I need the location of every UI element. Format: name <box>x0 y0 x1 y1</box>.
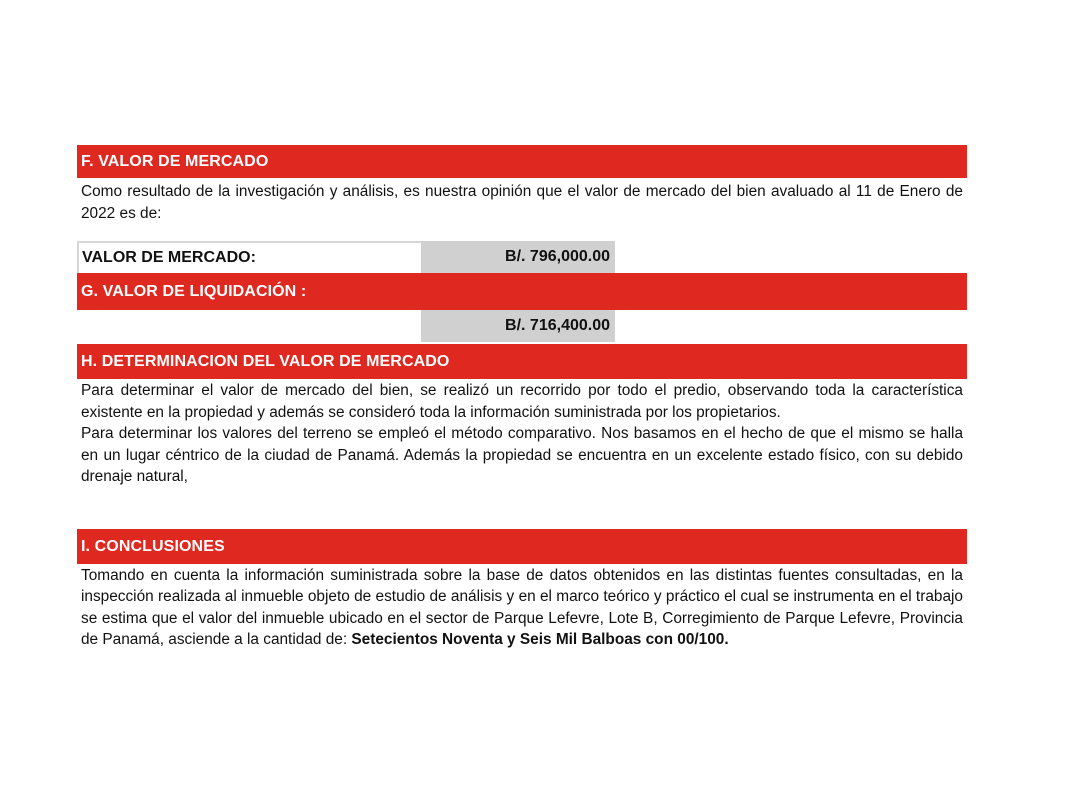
section-f-text: Como resultado de la investigación y análisis, es nuestra opinión que el valor de mercado del bien avaluado al 11 de Enero de 2022 es de: <box>81 183 963 222</box>
market-value-amount: B/. 796,000.00 <box>421 241 615 273</box>
section-f-header: F. VALOR DE MERCADO <box>77 145 967 178</box>
section-h-header: H. DETERMINACION DEL VALOR DE MERCADO <box>77 344 967 379</box>
section-h-paragraph-1: Para determinar el valor de mercado del bien, se realizó un recorrido por todo el predio, observando toda la característica existente en la propiedad y además se consideró toda la información suministrada por los propietarios. <box>81 382 963 421</box>
section-i-text-amount: Setecientos Noventa y Seis Mil Balboas con 00/100. <box>351 631 729 648</box>
liquidation-value-amount: B/. 716,400.00 <box>421 310 615 342</box>
section-h-paragraph-2: Para determinar los valores del terreno se empleó el método comparativo. Nos basamos en el hecho de que el mismo se halla en un lugar céntrico de la ciudad de Panamá. Además la propiedad se encuentra en un excelente estado físico, con su debido drenaje natural, <box>81 425 963 485</box>
market-value-row <box>77 241 967 273</box>
section-g-header: G. VALOR DE LIQUIDACIÓN : <box>77 273 967 310</box>
liquidation-spacer <box>77 310 421 342</box>
liquidation-value-row <box>77 310 967 342</box>
document-page <box>77 145 967 651</box>
market-value-label: VALOR DE MERCADO: <box>77 241 421 273</box>
section-i-header: I. CONCLUSIONES <box>77 529 967 564</box>
section-i-text <box>77 565 967 651</box>
section-i-text-body: Tomando en cuenta la información suministrada sobre la base de datos obtenidos en las distintas fuentes consultadas, en la inspección realizada al inmueble objeto de estudio de análisis y en el marco teórico y práctico el cual se instrumenta en el trabajo se estima que el valor del inmueble ubicado en el sector de Parque Lefevre, Lote B, Corregimiento de Parque Lefevre, Provincia de Panamá, asciende a la cantidad de: <box>81 566 963 648</box>
